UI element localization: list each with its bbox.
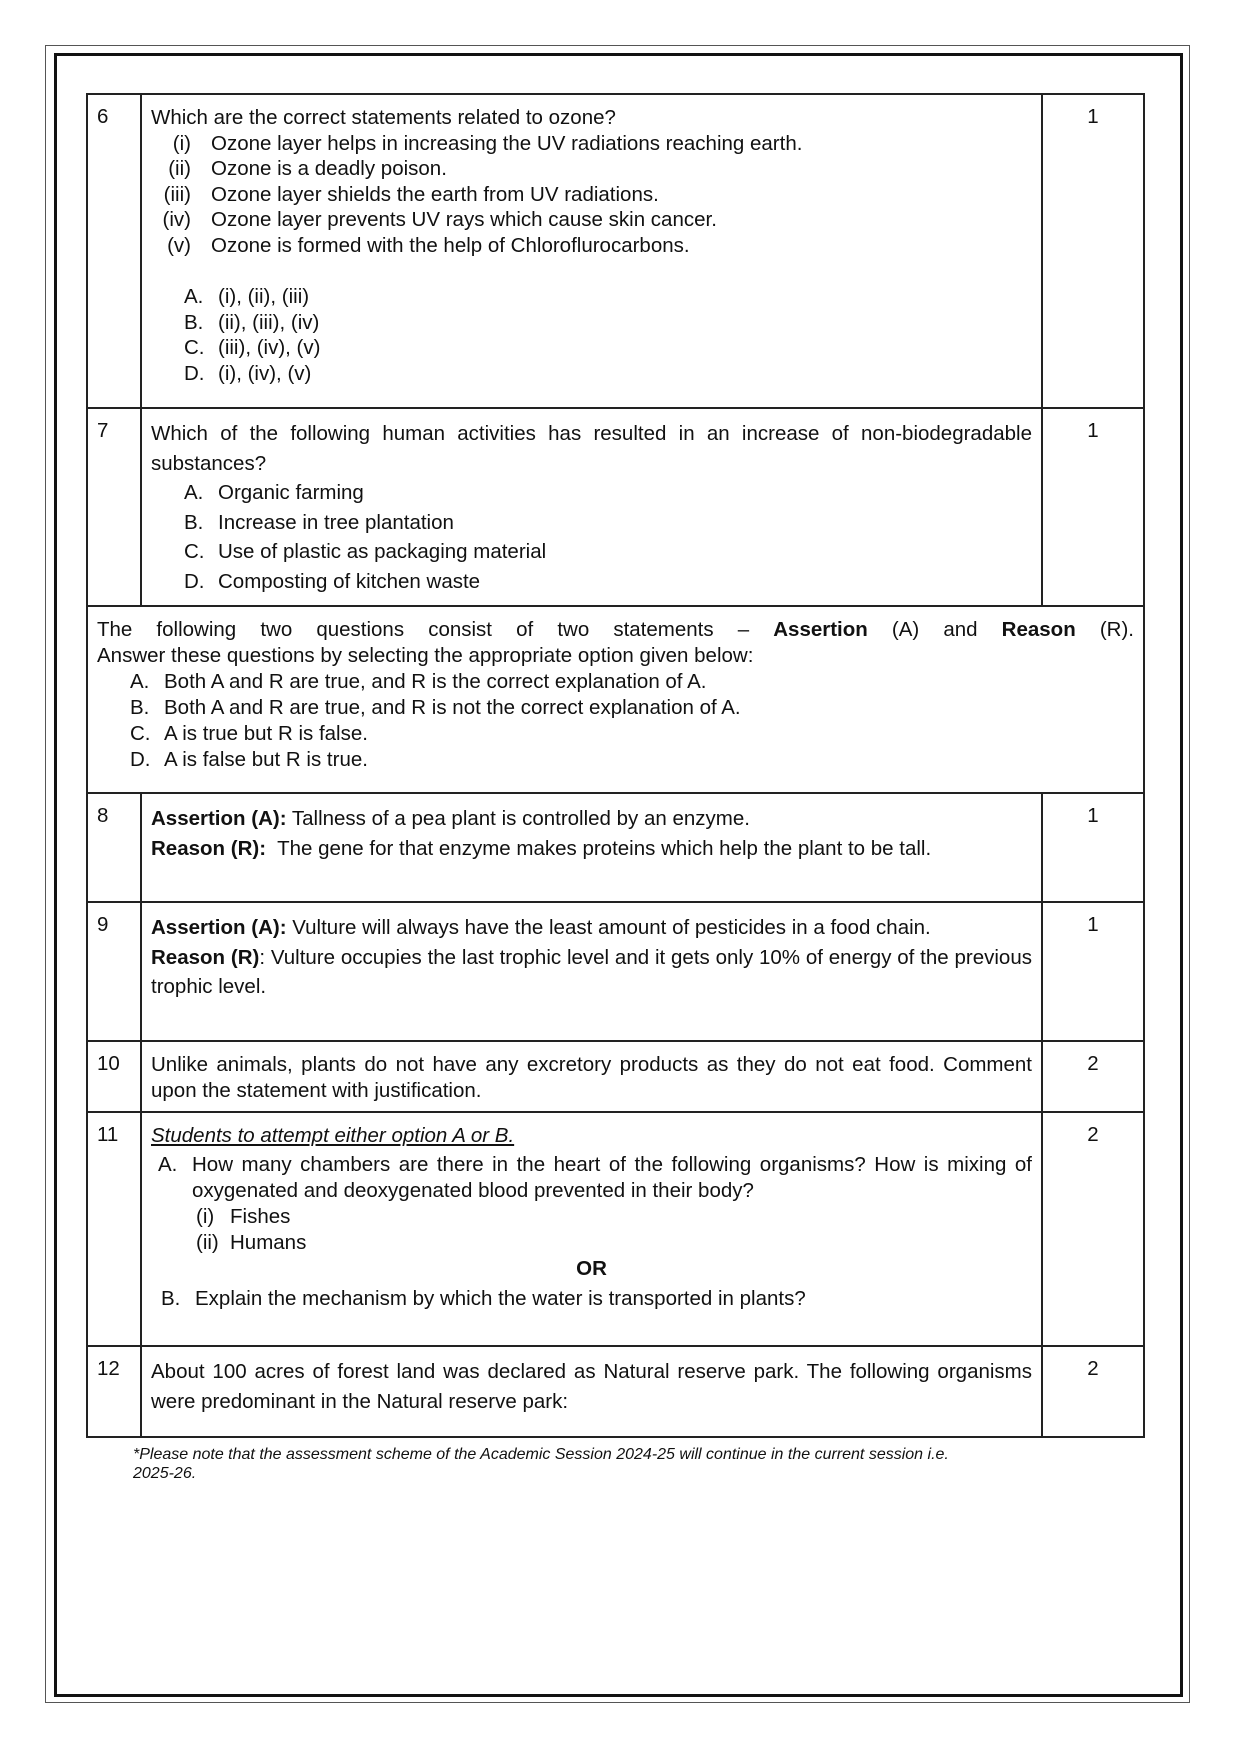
instruction-assertion-bold: Assertion bbox=[773, 618, 868, 641]
question-text bbox=[142, 95, 1043, 407]
option-letter: A. bbox=[130, 670, 150, 693]
question-row-8 bbox=[88, 794, 1143, 903]
footer-note: *Please note that the assessment scheme of the Academic Session 2024-25 will continue in the current session i.e. 2025-26. bbox=[133, 1446, 949, 1482]
option-letter: A. bbox=[184, 285, 204, 308]
sub-item bbox=[192, 1204, 1032, 1230]
instruction-reason-bold: Reason bbox=[1001, 618, 1076, 641]
statement-text: Ozone layer prevents UV rays which cause skin cancer. bbox=[211, 208, 717, 231]
option-text: (i), (iv), (v) bbox=[218, 361, 312, 385]
answer-option[interactable] bbox=[184, 284, 1032, 310]
option-text: How many chambers are there in the heart of the following organisms? How is mixing of oxygenated and deoxygenated blood prevented in their body? bbox=[192, 1153, 1032, 1202]
question-text bbox=[142, 1113, 1043, 1345]
question-number: 12 bbox=[88, 1347, 142, 1436]
question-number: 11 bbox=[88, 1113, 142, 1345]
statement-text: Ozone is formed with the help of Chloroflurocarbons. bbox=[211, 233, 690, 257]
choice-option-b bbox=[151, 1286, 1032, 1312]
sub-item-text: Fishes bbox=[230, 1205, 291, 1228]
assertion-label: Assertion (A): bbox=[151, 916, 287, 939]
sub-item-roman: (ii) bbox=[196, 1231, 219, 1254]
ar-option bbox=[130, 695, 1134, 721]
question-row-11 bbox=[88, 1113, 1143, 1347]
option-text: Use of plastic as packaging material bbox=[218, 540, 547, 563]
instruction-part: (A) and bbox=[867, 618, 1002, 641]
question-marks: 2 bbox=[1087, 1123, 1099, 1146]
instruction-text bbox=[97, 617, 1134, 643]
statement-text: Ozone is a deadly poison. bbox=[211, 157, 447, 180]
option-letter: C. bbox=[184, 540, 205, 563]
answer-option[interactable] bbox=[184, 335, 1032, 361]
question-row-6 bbox=[88, 95, 1143, 409]
question-stem: Which of the following human activities has resulted in an increase of non-biodegradable substances? bbox=[151, 422, 1032, 475]
question-number: 9 bbox=[88, 903, 142, 1040]
answer-option[interactable] bbox=[184, 310, 1032, 336]
question-stem: Which are the correct statements related to ozone? bbox=[151, 106, 616, 129]
assertion-text: Vulture will always have the least amount of pesticides in a food chain. bbox=[286, 916, 931, 939]
answer-option[interactable] bbox=[184, 567, 1032, 597]
answer-option[interactable] bbox=[184, 361, 1032, 387]
question-body: Unlike animals, plants do not have any excretory products as they do not eat food. Comment upon the statement with justification. bbox=[151, 1053, 1032, 1102]
question-text bbox=[142, 1042, 1043, 1111]
ar-option bbox=[130, 721, 1134, 747]
statement-item bbox=[151, 156, 1032, 182]
instruction-part: (R). bbox=[1075, 618, 1134, 641]
statement-roman: (ii) bbox=[168, 157, 191, 180]
statement-item bbox=[151, 182, 1032, 208]
reason-label: Reason (R): bbox=[151, 836, 267, 860]
assertion-line bbox=[151, 804, 1032, 834]
question-marks: 2 bbox=[1087, 1052, 1099, 1075]
option-letter: D. bbox=[184, 361, 205, 385]
option-letter: C. bbox=[130, 722, 151, 745]
question-row-7 bbox=[88, 409, 1143, 607]
option-text: Both A and R are true, and R is not the correct explanation of A. bbox=[164, 696, 741, 719]
choice-option-a bbox=[151, 1152, 1032, 1256]
ar-option bbox=[130, 747, 1134, 773]
ar-option bbox=[130, 669, 1134, 695]
statement-roman: (v) bbox=[167, 233, 191, 257]
option-text: Explain the mechanism by which the water is transported in plants? bbox=[195, 1287, 806, 1310]
choice-instruction: Students to attempt either option A or B. bbox=[151, 1124, 515, 1147]
question-text bbox=[142, 903, 1043, 1040]
option-text: (iii), (iv), (v) bbox=[218, 336, 321, 359]
answer-option[interactable] bbox=[184, 508, 1032, 538]
reason-text: The gene for that enzyme makes proteins which help the plant to be tall. bbox=[266, 836, 932, 860]
assertion-reason-instructions bbox=[88, 607, 1143, 794]
question-marks: 1 bbox=[1087, 419, 1099, 442]
option-letter: B. bbox=[130, 696, 150, 719]
option-letter: D. bbox=[184, 569, 205, 593]
option-letter: B. bbox=[161, 1287, 181, 1310]
option-letter: B. bbox=[184, 310, 204, 334]
question-number: 7 bbox=[88, 409, 142, 605]
option-letter: A. bbox=[158, 1153, 178, 1176]
statement-roman: (iii) bbox=[163, 182, 191, 206]
statement-text: Ozone layer helps in increasing the UV radiations reaching earth. bbox=[211, 131, 803, 155]
option-text: Organic farming bbox=[218, 481, 364, 504]
option-text: Both A and R are true, and R is the correct explanation of A. bbox=[164, 670, 707, 693]
question-text bbox=[142, 794, 1043, 901]
question-text bbox=[142, 1347, 1043, 1436]
reason-line bbox=[151, 834, 1032, 864]
reason-text: : Vulture occupies the last trophic level and it gets only 10% of energy of the previous trophic level. bbox=[151, 945, 1032, 998]
statement-roman: (iv) bbox=[162, 208, 191, 231]
statement-text: Ozone layer shields the earth from UV radiations. bbox=[211, 182, 659, 206]
question-number: 6 bbox=[88, 95, 142, 407]
question-marks: 1 bbox=[1087, 804, 1099, 827]
sub-item-text: Humans bbox=[230, 1231, 307, 1254]
question-row-10 bbox=[88, 1042, 1143, 1113]
option-text: (i), (ii), (iii) bbox=[218, 285, 310, 308]
question-body: About 100 acres of forest land was declared as Natural reserve park. The following organisms were predominant in the Natural reserve park: bbox=[151, 1360, 1032, 1413]
instruction-part: The following two questions consist of two statements – bbox=[97, 618, 774, 641]
option-text: A is true but R is false. bbox=[164, 722, 368, 745]
assertion-label: Assertion (A): bbox=[151, 807, 287, 830]
question-number: 10 bbox=[88, 1042, 142, 1111]
question-text bbox=[142, 409, 1043, 605]
question-marks: 1 bbox=[1087, 105, 1099, 128]
sub-item-roman: (i) bbox=[196, 1205, 215, 1228]
option-text: A is false but R is true. bbox=[164, 748, 368, 771]
question-row-12 bbox=[88, 1347, 1143, 1436]
question-marks: 2 bbox=[1087, 1357, 1099, 1380]
option-letter: C. bbox=[184, 336, 205, 359]
question-table bbox=[86, 93, 1145, 1438]
option-letter: A. bbox=[184, 481, 204, 504]
or-separator: OR bbox=[576, 1257, 607, 1280]
answer-option[interactable] bbox=[184, 537, 1032, 567]
option-letter: B. bbox=[184, 510, 204, 534]
sub-item bbox=[192, 1230, 1032, 1256]
statement-item bbox=[151, 233, 1032, 259]
question-marks: 1 bbox=[1087, 913, 1099, 936]
option-letter: D. bbox=[130, 748, 151, 771]
question-row-9 bbox=[88, 903, 1143, 1042]
assertion-text: Tallness of a pea plant is controlled by an enzyme. bbox=[286, 807, 750, 830]
instruction-line-2: Answer these questions by selecting the appropriate option given below: bbox=[97, 644, 754, 667]
reason-line bbox=[151, 943, 1032, 1002]
statement-item bbox=[151, 207, 1032, 233]
answer-option[interactable] bbox=[184, 478, 1032, 508]
assertion-line bbox=[151, 913, 1032, 943]
option-text: Increase in tree plantation bbox=[218, 510, 454, 534]
option-text: (ii), (iii), (iv) bbox=[218, 310, 320, 334]
question-number: 8 bbox=[88, 794, 142, 901]
statement-roman: (i) bbox=[172, 131, 191, 155]
statement-item bbox=[151, 131, 1032, 157]
reason-label: Reason (R) bbox=[151, 945, 260, 969]
option-text: Composting of kitchen waste bbox=[218, 569, 481, 593]
